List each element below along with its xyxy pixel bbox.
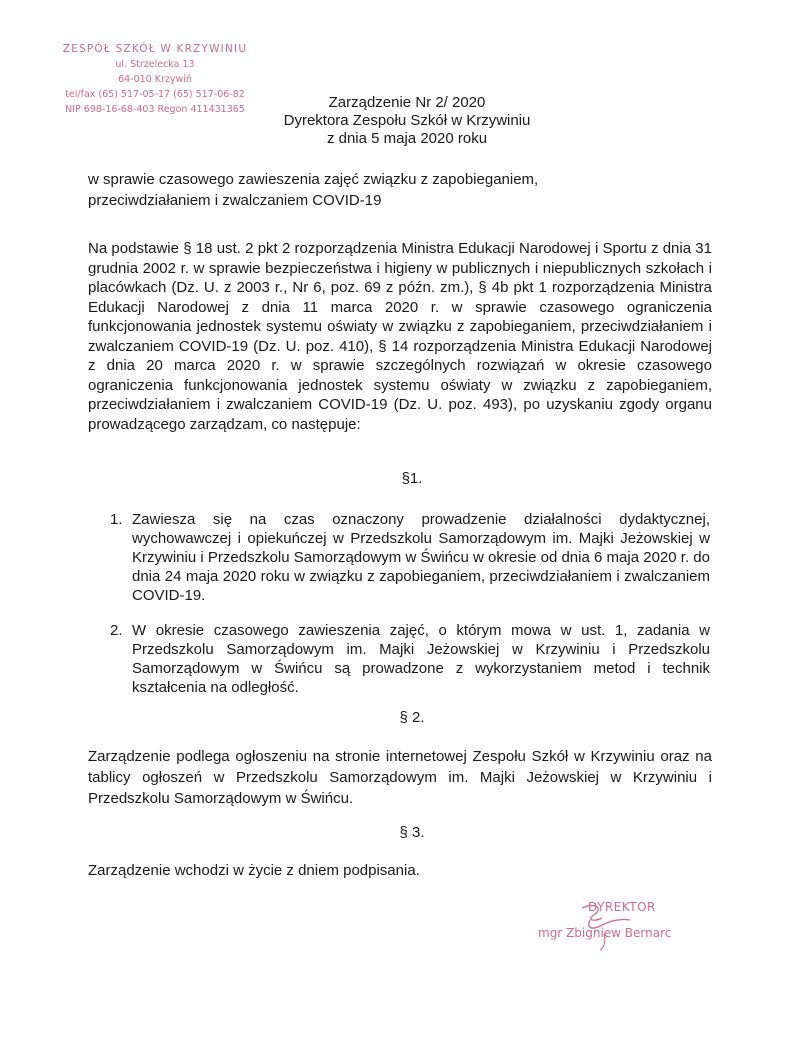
signature-name: mgr Zbigniew Bernarc bbox=[538, 926, 672, 940]
subject-line-2: przeciwdziałaniem i zwalczaniem COVID-19 bbox=[88, 192, 382, 209]
signature-title: DYREKTOR bbox=[588, 900, 656, 914]
stamp-street: ul. Strzelecka 13 bbox=[115, 59, 195, 70]
list-item bbox=[110, 621, 710, 697]
section-1-heading: §1. bbox=[401, 470, 423, 487]
signature-stamp bbox=[530, 898, 680, 978]
list-item-number: 1. bbox=[110, 511, 123, 528]
list-item-number: 2. bbox=[110, 622, 123, 639]
heading-line-1: Zarządzenie Nr 2/ 2020 bbox=[328, 94, 486, 111]
document-heading bbox=[0, 94, 800, 148]
section-2-paragraph: Zarządzenie podlega ogłoszeniu na stronie internetowej Zespołu Szkół w Krzywiniu oraz na tablicy ogłoszeń w Przedszkolu Samorządowym im. Majki Jeżowskiej w Krzywiniu i Przedszkolu Samorządowym w Świńcu. bbox=[88, 748, 712, 807]
handwritten-signature bbox=[560, 898, 640, 958]
stamp-ids: NIP 698-16-68-403 Regon 411431365 bbox=[65, 104, 245, 115]
heading-line-2: Dyrektora Zespołu Szkół w Krzywiniu bbox=[283, 112, 531, 129]
list-item-text: Zawiesza się na czas oznaczony prowadzenie działalności dydaktycznej, wychowawczej i opiekuńczej w Przedszkolu Samorządowym im. Majki Jeżowskiej w Krzywiniu i Przedszkolu Samorządowym w Świńcu w okresie od dnia 6 maja 2020 r. do dnia 24 maja 2020 roku w związku z zapobieganiem, przeciwdziałaniem i zwalczaniem COVID-19. bbox=[132, 511, 710, 604]
section-3-heading: § 3. bbox=[399, 824, 425, 841]
stamp-school-name: ZESPÓŁ SZKÓŁ W KRZYWINIU bbox=[62, 43, 248, 55]
section-3-paragraph: Zarządzenie wchodzi w życie z dniem podpisania. bbox=[88, 862, 420, 879]
legal-basis-paragraph: Na podstawie § 18 ust. 2 pkt 2 rozporządzenia Ministra Edukacji Narodowej i Sportu z dnia 31 grudnia 2002 r. w sprawie bezpieczeństwa i higieny w publicznych i niepublicznych szkołach i placówkach (Dz. U. z 2003 r., Nr 6, poz. 69 z późn. zm.), § 4b pkt 1 rozporządzenia Ministra Edukacji Narodowej z dnia 11 marca 2020 r. w sprawie czasowego ograniczenia funkcjonowania jednostek systemu oświaty w związku z zapobieganiem, przeciwdziałaniem i zwalczaniem COVID-19 (Dz. U. poz. 410), § 14 rozporządzenia Ministra Edukacji Narodowej z dnia 20 marca 2020 r. w sprawie szczególnych rozwiązań w okresie czasowego ograniczenia funkcjonowania jednostek systemu oświaty w związku z zapobieganiem, przeciwdziałaniem i zwalczaniem COVID-19 (Dz. U. poz. 493), po uzyskaniu zgody organu prowadzącego zarządzam, co następuje: bbox=[88, 240, 712, 433]
heading-line-3: z dnia 5 maja 2020 roku bbox=[326, 130, 488, 147]
list-item-text: W okresie czasowego zawieszenia zajęć, o którym mowa w ust. 1, zadania w Przedszkolu Samorządowym im. Majki Jeżowskiej w Krzywiniu i Przedszkolu Samorządowym w Świńcu są prowadzone z wykorzystaniem metod i technik kształcenia na odległość. bbox=[132, 622, 710, 696]
document-subject bbox=[88, 169, 728, 211]
section-2-heading: § 2. bbox=[399, 709, 425, 726]
stamp-phone: tel/fax (65) 517-05-17 (65) 517-06-82 bbox=[65, 89, 245, 100]
list-item bbox=[110, 510, 710, 605]
subject-line-1: w sprawie czasowego zawieszenia zajęć związku z zapobieganiem, bbox=[88, 171, 539, 188]
stamp-city: 64-010 Krzywiń bbox=[118, 74, 192, 85]
